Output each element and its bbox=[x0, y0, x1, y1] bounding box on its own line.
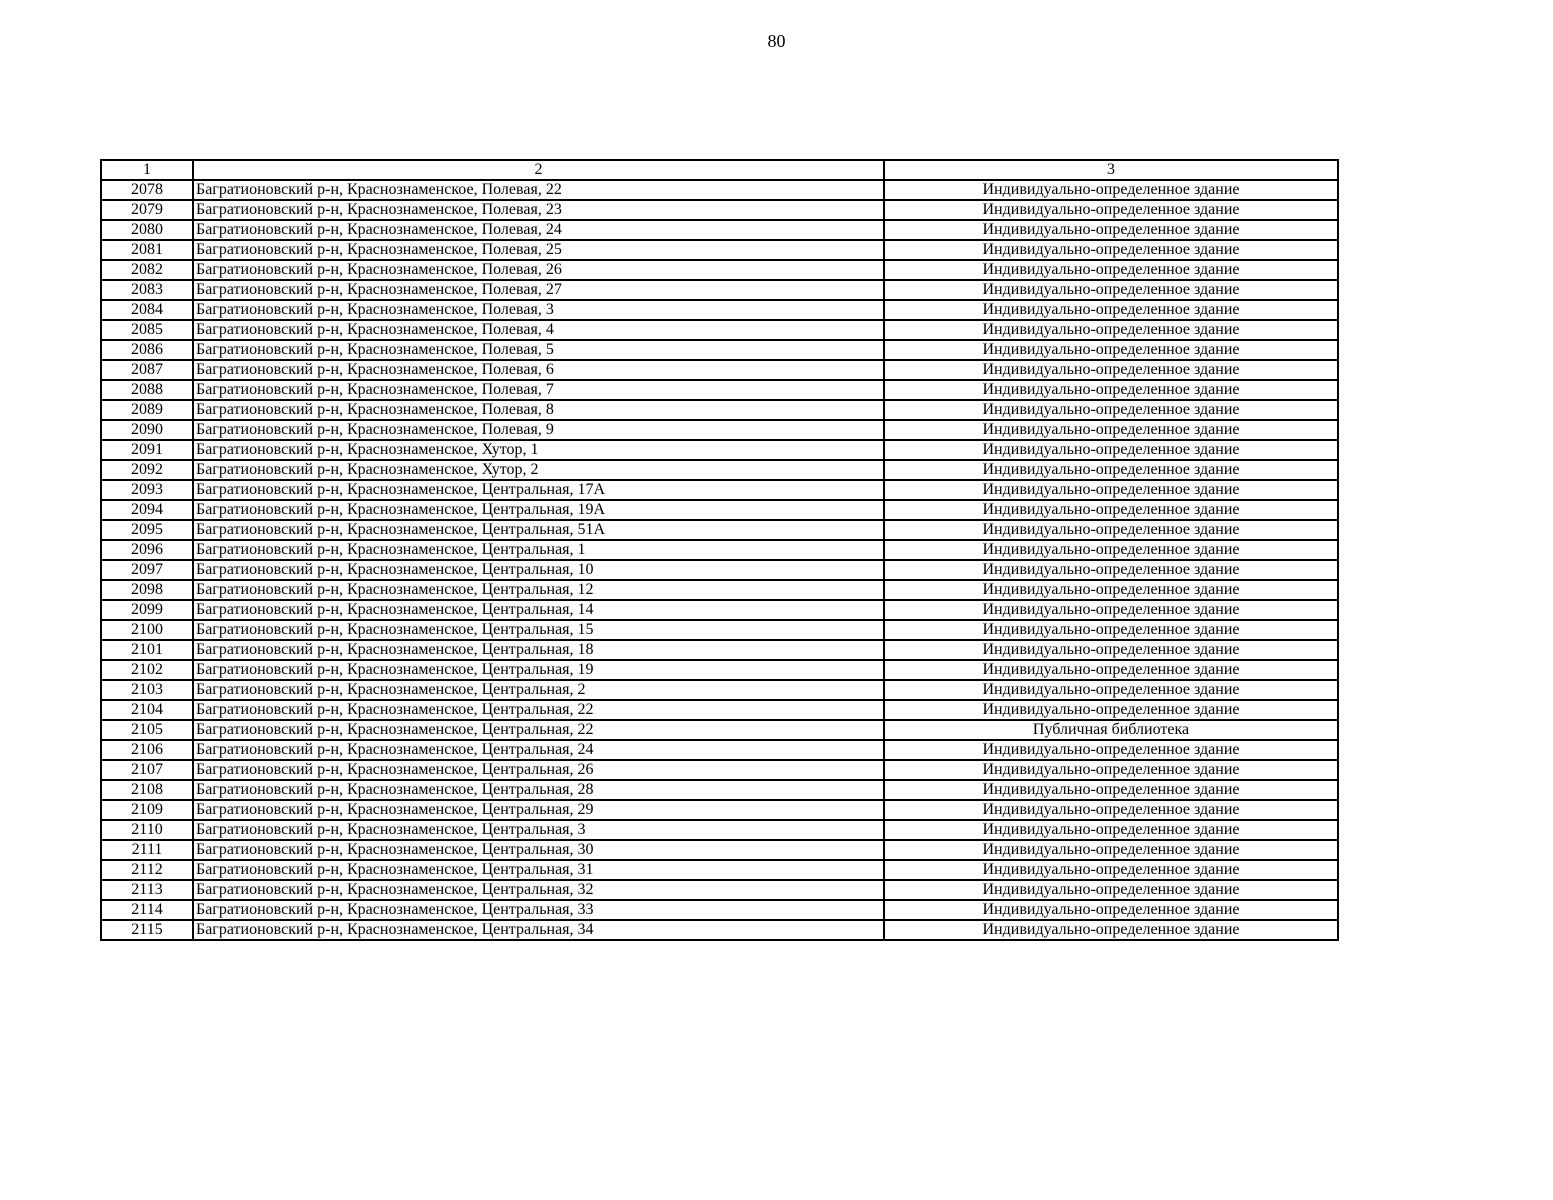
address-cell: Багратионовский р-н, Краснознаменское, Центральная, 22 bbox=[193, 720, 884, 740]
object-type-cell: Индивидуально-определенное здание bbox=[884, 300, 1338, 320]
table-row bbox=[101, 880, 1338, 900]
row-number-cell: 2089 bbox=[101, 400, 193, 420]
table-row bbox=[101, 420, 1338, 440]
table-row bbox=[101, 180, 1338, 200]
table-row bbox=[101, 460, 1338, 480]
row-number-cell: 2094 bbox=[101, 500, 193, 520]
address-cell: Багратионовский р-н, Краснознаменское, Центральная, 14 bbox=[193, 600, 884, 620]
row-number-cell: 2100 bbox=[101, 620, 193, 640]
row-number-cell: 2084 bbox=[101, 300, 193, 320]
object-type-cell: Индивидуально-определенное здание bbox=[884, 700, 1338, 720]
object-type-cell: Индивидуально-определенное здание bbox=[884, 240, 1338, 260]
object-type-cell: Индивидуально-определенное здание bbox=[884, 460, 1338, 480]
address-cell: Багратионовский р-н, Краснознаменское, Центральная, 29 bbox=[193, 800, 884, 820]
row-number-cell: 2087 bbox=[101, 360, 193, 380]
address-cell: Багратионовский р-н, Краснознаменское, Центральная, 26 bbox=[193, 760, 884, 780]
address-cell: Багратионовский р-н, Краснознаменское, Полевая, 6 bbox=[193, 360, 884, 380]
table-row bbox=[101, 300, 1338, 320]
address-cell: Багратионовский р-н, Краснознаменское, Полевая, 25 bbox=[193, 240, 884, 260]
table-row bbox=[101, 220, 1338, 240]
table-row bbox=[101, 240, 1338, 260]
table-row bbox=[101, 380, 1338, 400]
table-row bbox=[101, 740, 1338, 760]
address-cell: Багратионовский р-н, Краснознаменское, Центральная, 30 bbox=[193, 840, 884, 860]
object-type-cell: Индивидуально-определенное здание bbox=[884, 880, 1338, 900]
object-type-cell: Индивидуально-определенное здание bbox=[884, 640, 1338, 660]
address-cell: Багратионовский р-н, Краснознаменское, Центральная, 28 bbox=[193, 780, 884, 800]
row-number-cell: 2114 bbox=[101, 900, 193, 920]
row-number-cell: 2088 bbox=[101, 380, 193, 400]
row-number-cell: 2104 bbox=[101, 700, 193, 720]
table-row bbox=[101, 500, 1338, 520]
row-number-cell: 2107 bbox=[101, 760, 193, 780]
property-table bbox=[100, 159, 1339, 941]
table-row bbox=[101, 860, 1338, 880]
row-number-cell: 2103 bbox=[101, 680, 193, 700]
table-row bbox=[101, 440, 1338, 460]
table-row bbox=[101, 540, 1338, 560]
address-cell: Багратионовский р-н, Краснознаменское, Полевая, 3 bbox=[193, 300, 884, 320]
row-number-cell: 2096 bbox=[101, 540, 193, 560]
row-number-cell: 2086 bbox=[101, 340, 193, 360]
row-number-cell: 2078 bbox=[101, 180, 193, 200]
row-number-cell: 2109 bbox=[101, 800, 193, 820]
address-cell: Багратионовский р-н, Краснознаменское, Центральная, 24 bbox=[193, 740, 884, 760]
object-type-cell: Индивидуально-определенное здание bbox=[884, 920, 1338, 940]
column-header-3: 3 bbox=[884, 160, 1338, 180]
table-row bbox=[101, 400, 1338, 420]
table-body bbox=[101, 160, 1338, 940]
table-row bbox=[101, 520, 1338, 540]
table-row bbox=[101, 900, 1338, 920]
address-cell: Багратионовский р-н, Краснознаменское, Центральная, 15 bbox=[193, 620, 884, 640]
table-row bbox=[101, 720, 1338, 740]
table-row bbox=[101, 660, 1338, 680]
object-type-cell: Индивидуально-определенное здание bbox=[884, 380, 1338, 400]
address-cell: Багратионовский р-н, Краснознаменское, Центральная, 1 bbox=[193, 540, 884, 560]
object-type-cell: Индивидуально-определенное здание bbox=[884, 540, 1338, 560]
row-number-cell: 2101 bbox=[101, 640, 193, 660]
object-type-cell: Индивидуально-определенное здание bbox=[884, 600, 1338, 620]
page-number: 80 bbox=[767, 31, 786, 51]
object-type-cell: Индивидуально-определенное здание bbox=[884, 520, 1338, 540]
object-type-cell: Индивидуально-определенное здание bbox=[884, 740, 1338, 760]
object-type-cell: Публичная библиотека bbox=[884, 720, 1338, 740]
row-number-cell: 2102 bbox=[101, 660, 193, 680]
object-type-cell: Индивидуально-определенное здание bbox=[884, 480, 1338, 500]
address-cell: Багратионовский р-н, Краснознаменское, Центральная, 18 bbox=[193, 640, 884, 660]
object-type-cell: Индивидуально-определенное здание bbox=[884, 260, 1338, 280]
row-number-cell: 2106 bbox=[101, 740, 193, 760]
table-row bbox=[101, 620, 1338, 640]
table-row bbox=[101, 680, 1338, 700]
table-row bbox=[101, 820, 1338, 840]
row-number-cell: 2115 bbox=[101, 920, 193, 940]
address-cell: Багратионовский р-н, Краснознаменское, Центральная, 22 bbox=[193, 700, 884, 720]
row-number-cell: 2097 bbox=[101, 560, 193, 580]
object-type-cell: Индивидуально-определенное здание bbox=[884, 900, 1338, 920]
object-type-cell: Индивидуально-определенное здание bbox=[884, 680, 1338, 700]
row-number-cell: 2105 bbox=[101, 720, 193, 740]
address-cell: Багратионовский р-н, Краснознаменское, Полевая, 9 bbox=[193, 420, 884, 440]
address-cell: Багратионовский р-н, Краснознаменское, Центральная, 32 bbox=[193, 880, 884, 900]
object-type-cell: Индивидуально-определенное здание bbox=[884, 820, 1338, 840]
object-type-cell: Индивидуально-определенное здание bbox=[884, 760, 1338, 780]
object-type-cell: Индивидуально-определенное здание bbox=[884, 780, 1338, 800]
table-row bbox=[101, 840, 1338, 860]
object-type-cell: Индивидуально-определенное здание bbox=[884, 660, 1338, 680]
address-cell: Багратионовский р-н, Краснознаменское, Центральная, 12 bbox=[193, 580, 884, 600]
row-number-cell: 2080 bbox=[101, 220, 193, 240]
row-number-cell: 2095 bbox=[101, 520, 193, 540]
object-type-cell: Индивидуально-определенное здание bbox=[884, 800, 1338, 820]
object-type-cell: Индивидуально-определенное здание bbox=[884, 860, 1338, 880]
table-row bbox=[101, 800, 1338, 820]
table-row bbox=[101, 480, 1338, 500]
object-type-cell: Индивидуально-определенное здание bbox=[884, 840, 1338, 860]
object-type-cell: Индивидуально-определенное здание bbox=[884, 440, 1338, 460]
row-number-cell: 2093 bbox=[101, 480, 193, 500]
object-type-cell: Индивидуально-определенное здание bbox=[884, 340, 1338, 360]
object-type-cell: Индивидуально-определенное здание bbox=[884, 320, 1338, 340]
table-row bbox=[101, 700, 1338, 720]
address-cell: Багратионовский р-н, Краснознаменское, Полевая, 4 bbox=[193, 320, 884, 340]
address-cell: Багратионовский р-н, Краснознаменское, Центральная, 3 bbox=[193, 820, 884, 840]
object-type-cell: Индивидуально-определенное здание bbox=[884, 280, 1338, 300]
row-number-cell: 2083 bbox=[101, 280, 193, 300]
table-row bbox=[101, 340, 1338, 360]
table-row bbox=[101, 320, 1338, 340]
address-cell: Багратионовский р-н, Краснознаменское, Центральная, 51А bbox=[193, 520, 884, 540]
address-cell: Багратионовский р-н, Краснознаменское, Центральная, 31 bbox=[193, 860, 884, 880]
table-header-row bbox=[101, 160, 1338, 180]
address-cell: Багратионовский р-н, Краснознаменское, Полевая, 8 bbox=[193, 400, 884, 420]
row-number-cell: 2085 bbox=[101, 320, 193, 340]
object-type-cell: Индивидуально-определенное здание bbox=[884, 620, 1338, 640]
column-header-2: 2 bbox=[193, 160, 884, 180]
address-cell: Багратионовский р-н, Краснознаменское, Полевая, 23 bbox=[193, 200, 884, 220]
table-row bbox=[101, 640, 1338, 660]
object-type-cell: Индивидуально-определенное здание bbox=[884, 500, 1338, 520]
object-type-cell: Индивидуально-определенное здание bbox=[884, 400, 1338, 420]
address-cell: Багратионовский р-н, Краснознаменское, Хутор, 2 bbox=[193, 460, 884, 480]
table-row bbox=[101, 200, 1338, 220]
address-cell: Багратионовский р-н, Краснознаменское, Полевая, 27 bbox=[193, 280, 884, 300]
address-cell: Багратионовский р-н, Краснознаменское, Центральная, 19А bbox=[193, 500, 884, 520]
object-type-cell: Индивидуально-определенное здание bbox=[884, 360, 1338, 380]
table-row bbox=[101, 600, 1338, 620]
row-number-cell: 2099 bbox=[101, 600, 193, 620]
address-cell: Багратионовский р-н, Краснознаменское, Полевая, 26 bbox=[193, 260, 884, 280]
object-type-cell: Индивидуально-определенное здание bbox=[884, 420, 1338, 440]
row-number-cell: 2110 bbox=[101, 820, 193, 840]
address-cell: Багратионовский р-н, Краснознаменское, Хутор, 1 bbox=[193, 440, 884, 460]
table-row bbox=[101, 760, 1338, 780]
table-row bbox=[101, 360, 1338, 380]
row-number-cell: 2111 bbox=[101, 840, 193, 860]
address-cell: Багратионовский р-н, Краснознаменское, Центральная, 33 bbox=[193, 900, 884, 920]
address-cell: Багратионовский р-н, Краснознаменское, Центральная, 2 bbox=[193, 680, 884, 700]
object-type-cell: Индивидуально-определенное здание bbox=[884, 580, 1338, 600]
row-number-cell: 2081 bbox=[101, 240, 193, 260]
row-number-cell: 2098 bbox=[101, 580, 193, 600]
object-type-cell: Индивидуально-определенное здание bbox=[884, 180, 1338, 200]
object-type-cell: Индивидуально-определенное здание bbox=[884, 560, 1338, 580]
row-number-cell: 2091 bbox=[101, 440, 193, 460]
row-number-cell: 2113 bbox=[101, 880, 193, 900]
table-row bbox=[101, 780, 1338, 800]
address-cell: Багратионовский р-н, Краснознаменское, Центральная, 10 bbox=[193, 560, 884, 580]
object-type-cell: Индивидуально-определенное здание bbox=[884, 200, 1338, 220]
address-cell: Багратионовский р-н, Краснознаменское, Полевая, 24 bbox=[193, 220, 884, 240]
address-cell: Багратионовский р-н, Краснознаменское, Полевая, 7 bbox=[193, 380, 884, 400]
table-row bbox=[101, 920, 1338, 940]
row-number-cell: 2079 bbox=[101, 200, 193, 220]
address-cell: Багратионовский р-н, Краснознаменское, Полевая, 22 bbox=[193, 180, 884, 200]
table-row bbox=[101, 280, 1338, 300]
object-type-cell: Индивидуально-определенное здание bbox=[884, 220, 1338, 240]
row-number-cell: 2092 bbox=[101, 460, 193, 480]
table-row bbox=[101, 560, 1338, 580]
address-cell: Багратионовский р-н, Краснознаменское, Центральная, 19 bbox=[193, 660, 884, 680]
column-header-1: 1 bbox=[101, 160, 193, 180]
row-number-cell: 2112 bbox=[101, 860, 193, 880]
row-number-cell: 2082 bbox=[101, 260, 193, 280]
address-cell: Багратионовский р-н, Краснознаменское, Полевая, 5 bbox=[193, 340, 884, 360]
table-row bbox=[101, 260, 1338, 280]
row-number-cell: 2108 bbox=[101, 780, 193, 800]
table-row bbox=[101, 580, 1338, 600]
address-cell: Багратионовский р-н, Краснознаменское, Центральная, 17А bbox=[193, 480, 884, 500]
address-cell: Багратионовский р-н, Краснознаменское, Центральная, 34 bbox=[193, 920, 884, 940]
row-number-cell: 2090 bbox=[101, 420, 193, 440]
